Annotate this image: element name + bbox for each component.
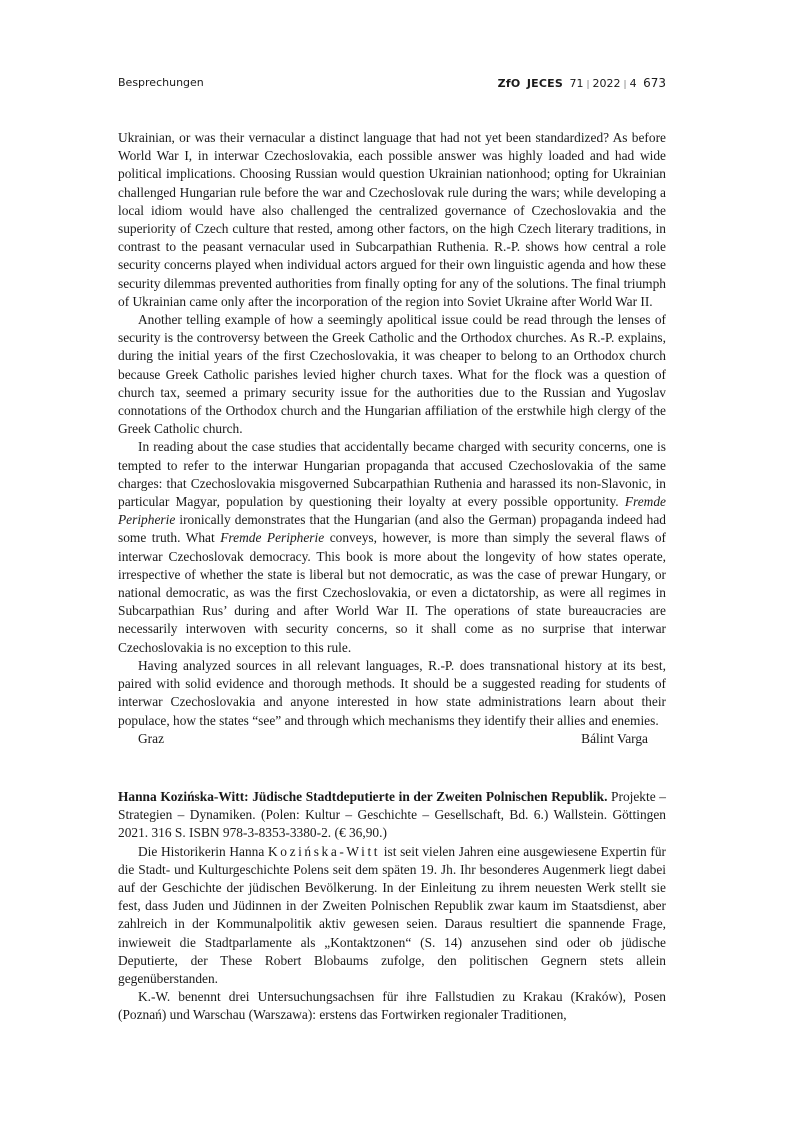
- journal-subtitle: JECES: [526, 77, 563, 90]
- review2-title: Hanna Kozińska-Witt: Jüdische Stadtdeputierte in der Zweiten Polnischen Republik.: [118, 788, 608, 804]
- separator-pipe: |: [623, 80, 627, 90]
- book-title-italic: Fremde Peripherie: [220, 530, 325, 546]
- journal-name: ZfO: [497, 77, 521, 90]
- book-title-italic: Fremde Peripherie: [118, 494, 666, 528]
- paragraph-text: conveys, however, is more than simply the several flaws of interwar Czechoslovak democracy. This book is more about the longevity of how states operate, irrespective of whether the state is liberal but not democratic, as was the case of prewar Hungary, or national democratic, as was the first Czechoslovakia, or even a dictatorship, as were all regimes in Subcarpathian Rus’ during and after World War II. The operations of state bureaucracies are necessarily interwoven with security concerns, so it shall come as no surprise that interwar Czechoslovakia is no exception to this rule.: [118, 530, 666, 655]
- section-title: Besprechungen: [118, 76, 204, 89]
- paragraph-text: In reading about the case studies that accidentally became charged with security concerns, one is tempted to refer to the interwar Hungarian propaganda that accused Czechoslovakia of the same charges: that Czechoslovakia misgoverned Subcarpathian Ruthenia and harassed its non-Slavonic, in particular Magyar, population by questioning their loyalty at every possible opportunity.: [118, 439, 666, 510]
- separator-pipe: |: [586, 80, 590, 90]
- review1-paragraph-4: Having analyzed sources in all relevant languages, R.-P. does transnational history at its best, paired with solid evidence and thorough methods. It should be a suggested reading for students of interwar Czechoslovakia and anyone interested in how state administrations learn about their populace, how the states “see” and through which mechanisms they identify their allies and enemies.: [118, 657, 666, 728]
- journal-info: [495, 74, 666, 94]
- year: 2022: [592, 77, 621, 90]
- paragraph-text: ironically demonstrates that the Hungarian (and also the German) propaganda indeed had some truth. What: [118, 512, 666, 546]
- review2-paragraph-1: [118, 843, 666, 989]
- body-text: [118, 129, 666, 1025]
- review-separator: [118, 748, 666, 788]
- review2-heading: [118, 788, 666, 843]
- author-name-spaced: Kozińska-Witt: [268, 843, 381, 859]
- review1-paragraph-1: Ukrainian, or was their vernacular a distinct language that had not yet been standardized? As before World War I, in interwar Czechoslovakia, each possible answer was highly loaded and had wide political implications. Choosing Russian would question Ukrainian nationhood; opting for Ukrainian challenged Hungarian rule before the war and Czechoslovak rule during the wars; while developing a local idiom would have also challenged the centralized governance of Czechoslovakia and the superiority of Czech culture that rested, among other factors, on the high Czech literary traditions, in contrast to the peasant vernacular used in Subcarpathian Ruthenia. R.-P. shows how central a role security concerns played when individual actors argued for their own linguistic agenda and how these security dilemmas prevented authorities from finally opting for any of the solutions. The final triumph of Ukrainian came only after the incorporation of the region into Soviet Ukraine after World War II.: [118, 130, 666, 309]
- review-signature: [118, 730, 666, 748]
- review2-bibliography: Projekte – Strategien – Dynamiken. (Polen: Kultur – Geschichte – Gesellschaft, Bd. 6.) Wallstein. Göttingen 2021. 316 S. ISBN 978-3-8353-3380-2. (€ 36,90.): [118, 788, 666, 841]
- reviewer-city: Graz: [138, 730, 165, 746]
- review1-paragraph-2: Another telling example of how a seemingly apolitical issue could be read through the lenses of security is the controversy between the Greek Catholic and the Orthodox churches. As R.-P. explains, during the initial years of the first Czechoslovakia, it was cheaper to belong to an Orthodox church because Greek Catholic parishes levied higher church taxes. What for the flock was a question of church tax, seemed a primary security issue for the authorities due to the Russian and Yugoslav connotations of the Orthodox church and the Hungarian affiliation of the erstwhile high clergy of the Greek Catholic church.: [118, 312, 666, 437]
- issue: 4: [629, 77, 637, 90]
- reviewer-name: Bálint Varga: [581, 730, 648, 746]
- paragraph-text: ist seit vielen Jahren eine ausgewiesene Expertin für die Stadt- und Kulturgeschichte Polens seit dem späten 19. Jh. Ihr besonderes Augenmerk liegt dabei auf der Geschichte der jüdischen Bevölkerung. In der Einleitung zu ihrem neuesten Werk stellt sie fest, dass Juden und Jüdinnen in der Zweiten Polnischen Republik zwar kaum im Staatsdienst, aber zahlreich in der Kommunalpolitik aktiv gewesen seien. Daraus resultiert die spannende Frage, inwieweit die Stadtparlamente als „Kontaktzonen“ (S. 14) anzusehen sind oder ob jüdische Deputierte, der These Robert Blobaums zufolge, den politischen Gegnern stets allein gegenüberstanden.: [118, 843, 666, 986]
- volume: 71: [569, 77, 584, 90]
- paragraph-text: Die Historikerin Hanna: [138, 843, 265, 859]
- review2-paragraph-2: K.-W. benennt drei Untersuchungsachsen für ihre Fallstudien zu Krakau (Kraków), Posen (Poznań) und Warschau (Warszawa): erstens das Fortwirken regionaler Traditionen,: [118, 989, 666, 1023]
- page-number: 673: [643, 76, 666, 90]
- review1-paragraph-3: [118, 438, 666, 656]
